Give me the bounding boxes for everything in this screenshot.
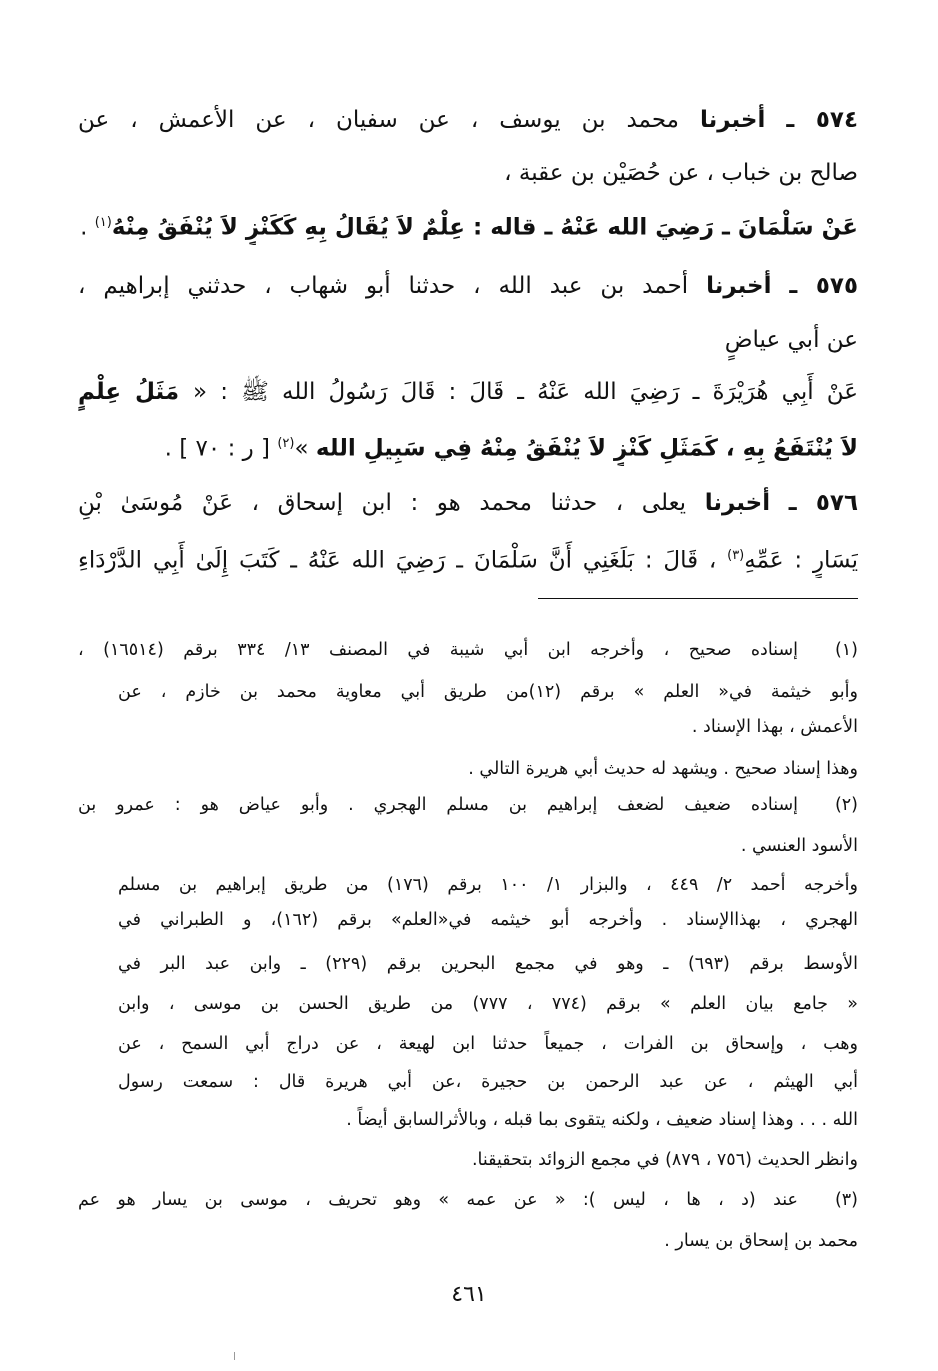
footnote-marker-2: (٢) xyxy=(834,795,858,815)
isnad-text: يعلى ، حدثنا محمد هو : ابن إسحاق ، عَنْ مُوسَىٰ بْنِ xyxy=(78,490,687,516)
footnote-3-line-2: محمد بن إسحاق بن يسار . xyxy=(664,1231,858,1251)
hadith-575-line-2 xyxy=(78,320,858,362)
matn-intro: عَنْ أَبِي هُرَيْرَةَ ـ رَضِيَ الله عَنْهُ ـ قَالَ : قَالَ رَسُولُ الله ﷺ : « xyxy=(192,379,858,405)
scan-mark xyxy=(234,1352,235,1360)
footnote-ref: (١) xyxy=(94,215,112,230)
hadith-574-line-2 xyxy=(78,153,858,195)
cross-reference: [ ر : ٧٠ ] . xyxy=(164,435,278,462)
footnote-2-line-8: أبي الهيثم ، عن عبد الرحمن بن حجيرة ،عن أبي هريرة قال : سمعت رسول xyxy=(118,1072,858,1092)
hadith-576-line-2 xyxy=(78,536,858,578)
punctuation: . xyxy=(80,214,95,241)
page-number: ٤٦١ xyxy=(451,1282,487,1307)
hadith-number: ٥٧٤ ـ xyxy=(786,107,858,133)
hadith-576-line-1 xyxy=(78,483,858,525)
hadith-575-line-4 xyxy=(78,424,858,466)
footnote-2-line-5: الأوسط برقم (٦٩٣) ـ وهو في مجمع البحرين برقم (٢٢٩) ـ وابن عبد البر في xyxy=(118,954,858,974)
hadith-number: ٥٧٥ ـ xyxy=(789,273,858,299)
matn-text: مَثَلُ عِلْمٍ xyxy=(78,379,193,405)
matn-text: عَنْ سَلْمَانَ ـ رَضِيَ الله عَنْهُ ـ قاله : عِلْمٌ لاَ يُقَالُ بِهِ كَكَنْزٍ لاَ يُنْفَقُ مِنْهُ xyxy=(111,214,858,241)
isnad-text: يَسَارٍ : عَمِّهِ xyxy=(744,547,858,574)
footnote-separator xyxy=(538,598,858,599)
footnote-2-line-9: الله . . . وهذا إسناد ضعيف ، ولكنه يتقوى بما قبله ، وبالأثرالسابق أيضاً . xyxy=(346,1110,858,1130)
footnote-2-line-6: « جامع بيان العلم » برقم (٧٧٤ ، ٧٧٧) من طريق الحسن بن موسى ، وابن xyxy=(118,994,858,1014)
hadith-574-line-3 xyxy=(78,203,858,245)
quote-close: » xyxy=(294,435,316,462)
footnote-2-line-1: إسناده ضعيف لضعف إبراهيم بن مسلم الهجري . وأبو عياض هو : عمرو بن xyxy=(78,795,798,815)
footnote-1-line-3: الأعمش ، بهذا الإسناد . xyxy=(691,717,858,737)
hadith-575-line-1 xyxy=(78,266,858,308)
matn-text: لاَ يُنْتَفَعُ بِهِ ، كَمَثَلِ كَنْزٍ لاَ يُنْفَقُ مِنْهُ فِي سَبِيلِ الله xyxy=(315,435,858,462)
footnote-ref: (٣) xyxy=(727,548,745,563)
footnote-1-line-2: وأبو خيثمة في« العلم » برقم (١٢)من طريق أبي معاوية محمد بن خازم ، عن xyxy=(118,682,858,702)
hadith-opening: أخبرنا xyxy=(704,490,771,516)
isnad-text: أحمد بن عبد الله ، حدثنا أبو شهاب ، حدثني إبراهيم ، xyxy=(78,273,689,299)
hadith-opening: أخبرنا xyxy=(699,107,766,133)
footnote-2-line-3: وأخرجه أحمد ٢/ ٤٤٩ ، والبزار ١/ ١٠٠ برقم (١٧٦) من طريق إبراهيم بن مسلم xyxy=(118,875,858,895)
footnote-1-line-4: وهذا إسناد صحيح . ويشهد له حديث أبي هريرة التالي . xyxy=(468,759,858,779)
hadith-number: ٥٧٦ ـ xyxy=(788,490,858,516)
footnote-2-line-7: وهب ، وإسحاق بن الفرات ، جميعاً حدثنا ابن لهيعة ، عن دراج أبي السمح ، عن xyxy=(118,1034,858,1054)
footnote-3-line-1: عند (د ، ها ، ليس ): « عن عمه » وهو تحريف ، موسى بن يسار هو عم xyxy=(78,1190,798,1210)
footnote-ref: (٢) xyxy=(277,436,295,451)
footnote-marker-1: (١) xyxy=(834,640,858,660)
isnad-text: صالح بن خباب ، عن حُصَيْن بن عقبة ، xyxy=(504,160,858,186)
isnad-text: محمد بن يوسف ، عن سفيان ، عن الأعمش ، عن xyxy=(78,107,679,133)
footnote-marker-3: (٣) xyxy=(834,1190,858,1210)
hadith-575-line-3 xyxy=(78,372,858,414)
footnote-2-line-4: الهجري ، بهذاالإسناد . وأخرجه أبو خيثمه في«العلم» برقم (١٦٢)، و الطبراني في xyxy=(118,910,858,930)
matn-text: ، قَالَ : بَلَغَنِي أَنَّ سَلْمَانَ ـ رَضِيَ الله عَنْهُ ـ كَتَبَ إِلَىٰ أَبِي الدَّرْدَاءِ xyxy=(78,547,728,574)
isnad-text: عن أبي عياضٍ xyxy=(724,327,858,353)
footnote-2-line-2: الأسود العنسي . xyxy=(740,836,858,856)
hadith-574-line-1 xyxy=(78,100,858,142)
hadith-opening: أخبرنا xyxy=(706,273,772,299)
footnote-2-line-10: وانظر الحديث (٧٥٦ ، ٨٧٩) في مجمع الزوائد بتحقيقنا. xyxy=(471,1150,858,1170)
footnote-1-line-1: إسناده صحيح ، وأخرجه ابن أبي شيبة في المصنف ١٣/ ٣٣٤ برقم (١٦٥١٤) ، xyxy=(78,640,798,660)
